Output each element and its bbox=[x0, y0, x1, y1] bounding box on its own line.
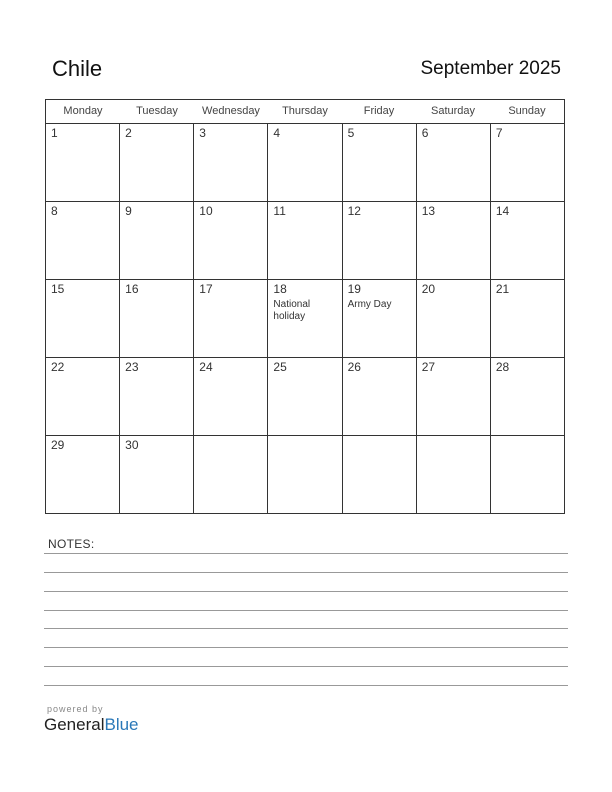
day-number: 22 bbox=[51, 360, 65, 374]
weekday-saturday: Saturday bbox=[430, 105, 476, 117]
day-cell bbox=[491, 436, 564, 513]
day-number: 2 bbox=[125, 126, 132, 140]
holiday-label: Army Day bbox=[347, 299, 392, 310]
day-number: 13 bbox=[421, 204, 436, 218]
week-row bbox=[46, 202, 564, 280]
day-cell bbox=[194, 358, 268, 435]
powered-by-text: powered by bbox=[47, 704, 104, 714]
day-cell bbox=[417, 124, 491, 201]
day-number: 15 bbox=[51, 282, 65, 296]
note-line bbox=[44, 553, 568, 554]
day-cell bbox=[343, 436, 417, 513]
week-row bbox=[46, 124, 564, 202]
month-title: September 2025 bbox=[420, 58, 561, 79]
day-cell bbox=[46, 436, 120, 513]
day-cell bbox=[120, 124, 194, 201]
weekday-header bbox=[46, 100, 564, 124]
day-cell bbox=[46, 202, 120, 279]
day-number: 10 bbox=[199, 204, 213, 218]
day-number: 24 bbox=[199, 360, 213, 374]
day-cell bbox=[46, 280, 120, 357]
day-cell bbox=[120, 280, 194, 357]
day-number: 27 bbox=[421, 360, 436, 374]
day-cell bbox=[46, 358, 120, 435]
day-cell bbox=[194, 436, 268, 513]
day-number: 4 bbox=[273, 126, 281, 140]
day-number: 16 bbox=[125, 282, 139, 296]
note-line bbox=[44, 628, 568, 629]
day-number: 18 bbox=[273, 282, 287, 296]
day-cell bbox=[194, 124, 268, 201]
day-cell bbox=[268, 436, 342, 513]
holiday-label: National holiday bbox=[273, 299, 311, 322]
day-number: 28 bbox=[495, 360, 510, 374]
day-number: 23 bbox=[125, 360, 139, 374]
day-number: 7 bbox=[495, 126, 503, 140]
day-number: 17 bbox=[199, 282, 213, 296]
day-number: 25 bbox=[273, 360, 287, 374]
day-cell bbox=[268, 202, 342, 279]
day-number: 11 bbox=[273, 204, 286, 218]
weeks-container bbox=[46, 124, 564, 513]
day-cell bbox=[343, 280, 417, 357]
day-number: 5 bbox=[347, 126, 355, 140]
calendar-grid bbox=[45, 99, 565, 514]
week-row bbox=[46, 436, 564, 513]
week-row bbox=[46, 280, 564, 358]
day-number: 3 bbox=[199, 126, 206, 140]
day-number: 20 bbox=[421, 282, 436, 296]
note-line bbox=[44, 666, 568, 667]
day-number: 21 bbox=[495, 282, 510, 296]
weekday-sunday: Sunday bbox=[508, 105, 546, 117]
day-cell bbox=[194, 280, 268, 357]
notes-label: NOTES: bbox=[48, 537, 95, 551]
note-line bbox=[44, 591, 568, 592]
note-line bbox=[44, 610, 568, 611]
country-title: Chile bbox=[52, 56, 103, 81]
day-cell bbox=[268, 124, 342, 201]
generalblue-logo bbox=[44, 704, 139, 735]
day-cell bbox=[343, 202, 417, 279]
day-cell bbox=[120, 202, 194, 279]
weekday-thursday: Thursday bbox=[282, 105, 328, 117]
day-cell bbox=[417, 202, 491, 279]
day-cell bbox=[417, 358, 491, 435]
day-cell bbox=[343, 124, 417, 201]
brand-name bbox=[44, 715, 139, 735]
weekday-friday: Friday bbox=[363, 105, 395, 117]
weekday-monday: Monday bbox=[63, 105, 103, 117]
note-line bbox=[44, 572, 568, 573]
day-cell bbox=[491, 124, 564, 201]
day-cell bbox=[417, 280, 491, 357]
day-number: 6 bbox=[421, 126, 429, 140]
day-cell bbox=[120, 436, 194, 513]
day-number: 26 bbox=[347, 360, 361, 374]
day-number: 29 bbox=[51, 438, 65, 452]
day-cell bbox=[343, 358, 417, 435]
day-cell bbox=[194, 202, 268, 279]
brand-general: General bbox=[44, 715, 105, 734]
day-number: 14 bbox=[495, 204, 510, 218]
week-row bbox=[46, 358, 564, 436]
day-number: 9 bbox=[125, 204, 132, 218]
day-number: 30 bbox=[125, 438, 139, 452]
day-number: 12 bbox=[347, 204, 361, 218]
weekday-tuesday: Tuesday bbox=[136, 105, 178, 117]
day-cell bbox=[491, 202, 564, 279]
note-line bbox=[44, 647, 568, 648]
weekday-wednesday: Wednesday bbox=[202, 105, 260, 117]
day-cell bbox=[268, 358, 342, 435]
day-cell bbox=[120, 358, 194, 435]
day-number: 19 bbox=[347, 282, 361, 296]
day-cell bbox=[268, 280, 342, 357]
day-cell bbox=[417, 436, 491, 513]
day-number: 1 bbox=[51, 126, 58, 140]
brand-blue: Blue bbox=[104, 715, 139, 734]
day-cell bbox=[46, 124, 120, 201]
day-cell bbox=[491, 280, 564, 357]
day-cell bbox=[491, 358, 564, 435]
note-line bbox=[44, 685, 568, 686]
day-number: 8 bbox=[51, 204, 58, 218]
